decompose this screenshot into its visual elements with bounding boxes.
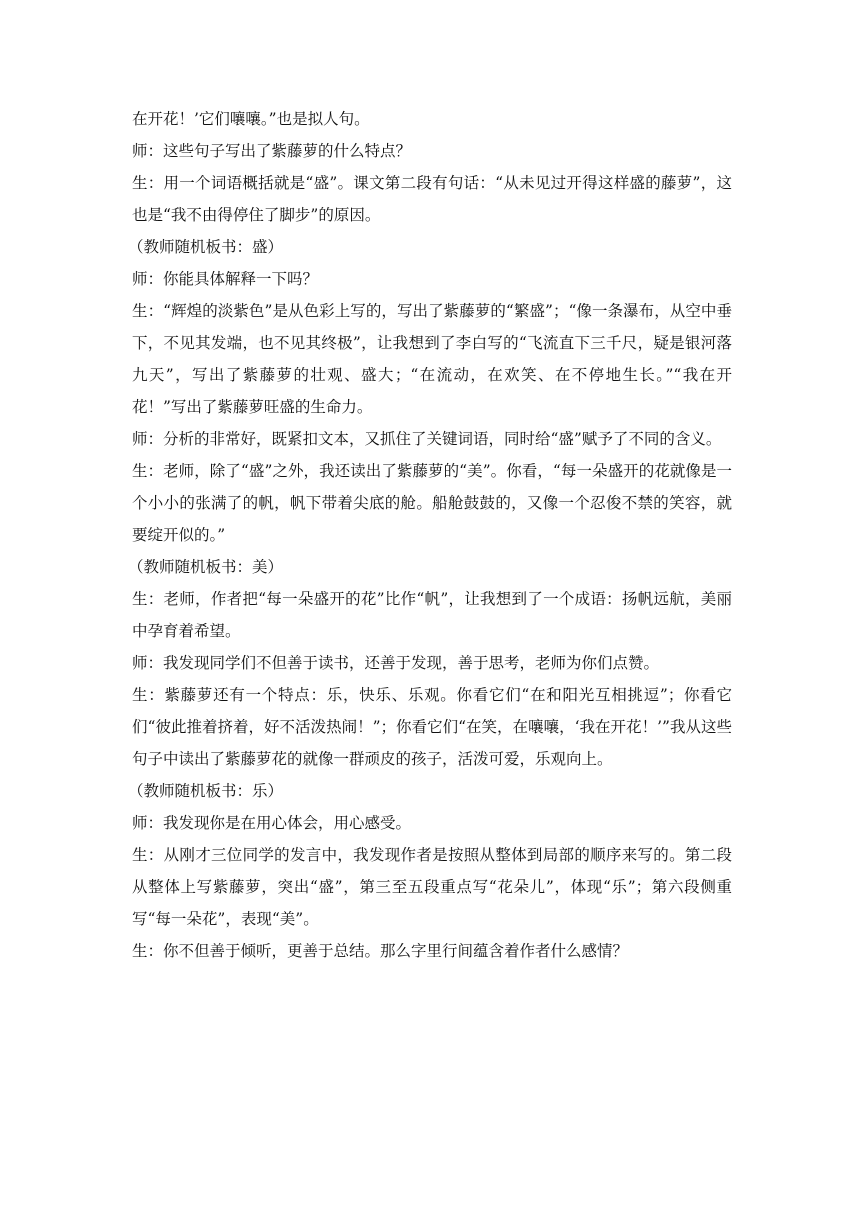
document-page xyxy=(128,103,732,967)
paragraph: 生：紫藤萝还有一个特点：乐，快乐、乐观。你看它们“在和阳光互相挑逗”；你看它们“彼此推着挤着，好不活泼热闹！”；你看它们“在笑，在嚷嚷，‘我在开花！’”我从这些句子中读出了紫藤萝花的就像一群顽皮的孩子，活泼可爱，乐观向上。 xyxy=(132,686,732,768)
paragraph: 生：“辉煌的淡紫色”是从色彩上写的，写出了紫藤萝的“繁盛”；“像一条瀑布，从空中垂下，不见其发端，也不见其终极”，让我想到了李白写的“飞流直下三千尺，疑是银河落九天”，写出了紫藤萝的壮观、盛大；“在流动，在欢笑、在不停地生长。”“我在开花！”写出了紫藤萝旺盛的生命力。 xyxy=(132,302,732,416)
paragraph: 师：我发现同学们不但善于读书，还善于发现，善于思考，老师为你们点赞。 xyxy=(132,654,660,672)
paragraph: 师：分析的非常好，既紧扣文本，又抓住了关键词语，同时给“盛”赋予了不同的含义。 xyxy=(132,430,722,448)
paragraph: 师：你能具体解释一下吗？ xyxy=(132,270,319,288)
paragraph: （教师随机板书：盛） xyxy=(128,238,284,256)
paragraph: 师：这些句子写出了紫藤萝的什么特点？ xyxy=(132,142,412,160)
paragraph: 师：我发现你是在用心体会，用心感受。 xyxy=(132,814,412,832)
paragraph: （教师随机板书：美） xyxy=(128,558,284,576)
paragraph: 在开花！’它们嚷嚷。”也是拟人句。 xyxy=(132,110,370,128)
paragraph: 生：你不但善于倾听，更善于总结。那么字里行间蕴含着作者什么感情？ xyxy=(132,942,629,960)
paragraph: 生：用一个词语概括就是“盛”。课文第二段有句话：“从未见过开得这样盛的藤萝”，这也是“我不由得停住了脚步”的原因。 xyxy=(132,174,732,224)
paragraph: 生：老师，除了“盛”之外，我还读出了紫藤萝的“美”。你看，“每一朵盛开的花就像是一个小小的张满了的帆，帆下带着尖底的舱。船舱鼓鼓的，又像一个忍俊不禁的笑容，就要绽开似的。” xyxy=(132,462,732,544)
paragraph: （教师随机板书：乐） xyxy=(128,782,284,800)
paragraph: 生：老师，作者把“每一朵盛开的花”比作“帆”，让我想到了一个成语：扬帆远航，美丽中孕育着希望。 xyxy=(132,590,732,640)
paragraph: 生：从刚才三位同学的发言中，我发现作者是按照从整体到局部的顺序来写的。第二段从整体上写紫藤萝，突出“盛”，第三至五段重点写“花朵儿”，体现“乐”；第六段侧重写“每一朵花”，表现“美”。 xyxy=(132,846,732,928)
